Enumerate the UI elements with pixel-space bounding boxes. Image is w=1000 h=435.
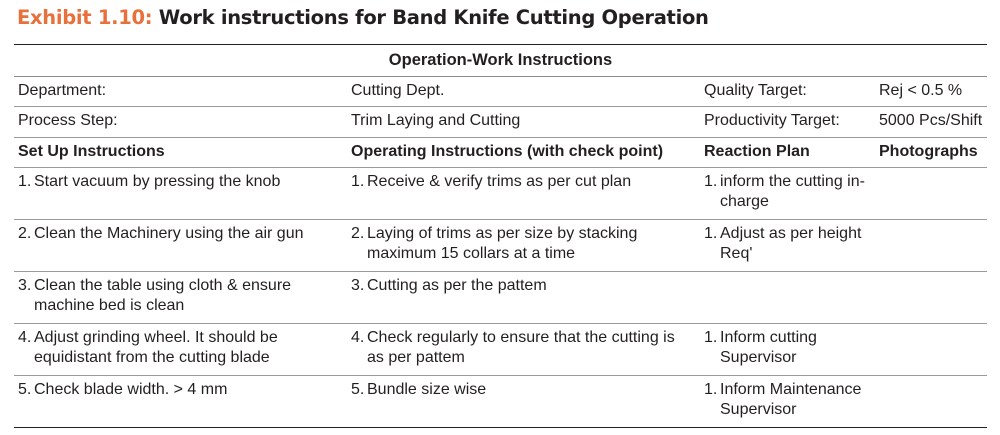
item-number: 5. [18, 381, 32, 398]
item-number: 1. [704, 381, 718, 398]
item-text: Laying of trims as per size by stacking maximum 15 collars at a time [367, 225, 638, 262]
item-number: 5. [351, 381, 365, 398]
column-header-row [14, 138, 987, 168]
table-row [14, 220, 987, 272]
productivity-target-label: Productivity Target: [704, 112, 840, 129]
item-text: Check regularly to ensure that the cutting is as per pattem [367, 329, 675, 366]
item-text: Inform Maintenance Supervisor [720, 381, 862, 418]
item-number: 1. [704, 225, 718, 242]
item-number: 2. [18, 225, 32, 242]
item-text: Cutting as per the pattem [367, 277, 547, 294]
column-header-operating: Operating Instructions (with check point) [351, 143, 664, 160]
item-number: 4. [18, 329, 32, 346]
item-text: Bundle size wise [367, 381, 487, 398]
setup-instruction [18, 328, 338, 368]
reaction-plan [704, 172, 872, 212]
quality-target-value: Rej < 0.5 % [879, 82, 963, 99]
work-instructions-table [14, 44, 987, 428]
item-number: 1. [704, 173, 718, 190]
table-heading: Operation-Work Instructions [14, 44, 987, 77]
quality-target-label: Quality Target: [704, 82, 807, 99]
operating-instruction [351, 224, 696, 264]
exhibit-caption [17, 6, 709, 29]
reaction-plan [704, 328, 872, 368]
item-number: 1. [704, 329, 718, 346]
process-step-value: Trim Laying and Cutting [351, 112, 521, 129]
table-row [14, 168, 987, 220]
item-number: 1. [18, 173, 32, 190]
operating-instruction [351, 172, 696, 192]
reaction-plan [704, 380, 872, 420]
department-label: Department: [18, 82, 107, 99]
item-text: Clean the table using cloth & ensure machine bed is clean [34, 277, 292, 314]
setup-instruction [18, 380, 338, 400]
item-number: 3. [351, 277, 365, 294]
item-text: Adjust grinding wheel. It should be equidistant from the cutting blade [34, 329, 278, 366]
table-row [14, 376, 987, 428]
operating-instruction [351, 380, 696, 400]
department-value: Cutting Dept. [351, 82, 445, 99]
column-header-reaction: Reaction Plan [704, 143, 810, 160]
item-text: inform the cutting in-charge [720, 173, 865, 210]
item-text: Start vacuum by pressing the knob [34, 173, 281, 190]
item-number: 1. [351, 173, 365, 190]
item-number: 3. [18, 277, 32, 294]
setup-instruction [18, 276, 338, 316]
operating-instruction [351, 276, 696, 296]
table-row [14, 272, 987, 324]
process-step-label: Process Step: [18, 112, 118, 129]
process-step-row [14, 107, 987, 138]
reaction-plan [704, 224, 872, 264]
item-text: Check blade width. > 4 mm [34, 381, 228, 398]
item-number: 2. [351, 225, 365, 242]
column-header-photographs: Photographs [879, 143, 978, 160]
setup-instruction [18, 172, 338, 192]
setup-instruction [18, 224, 338, 244]
column-header-setup: Set Up Instructions [18, 143, 165, 160]
item-text: Clean the Machinery using the air gun [34, 225, 304, 242]
item-text: Inform cutting Supervisor [720, 329, 817, 366]
item-text: Receive & verify trims as per cut plan [367, 173, 632, 190]
table-row [14, 324, 987, 376]
operating-instruction [351, 328, 696, 368]
item-text: Adjust as per height Req' [720, 225, 862, 262]
productivity-target-value: 5000 Pcs/Shift [879, 112, 983, 129]
department-row [14, 77, 987, 107]
item-number: 4. [351, 329, 365, 346]
exhibit-title: Work instructions for Band Knife Cutting Operation [158, 6, 709, 29]
exhibit-number: Exhibit 1.10: [17, 6, 153, 29]
